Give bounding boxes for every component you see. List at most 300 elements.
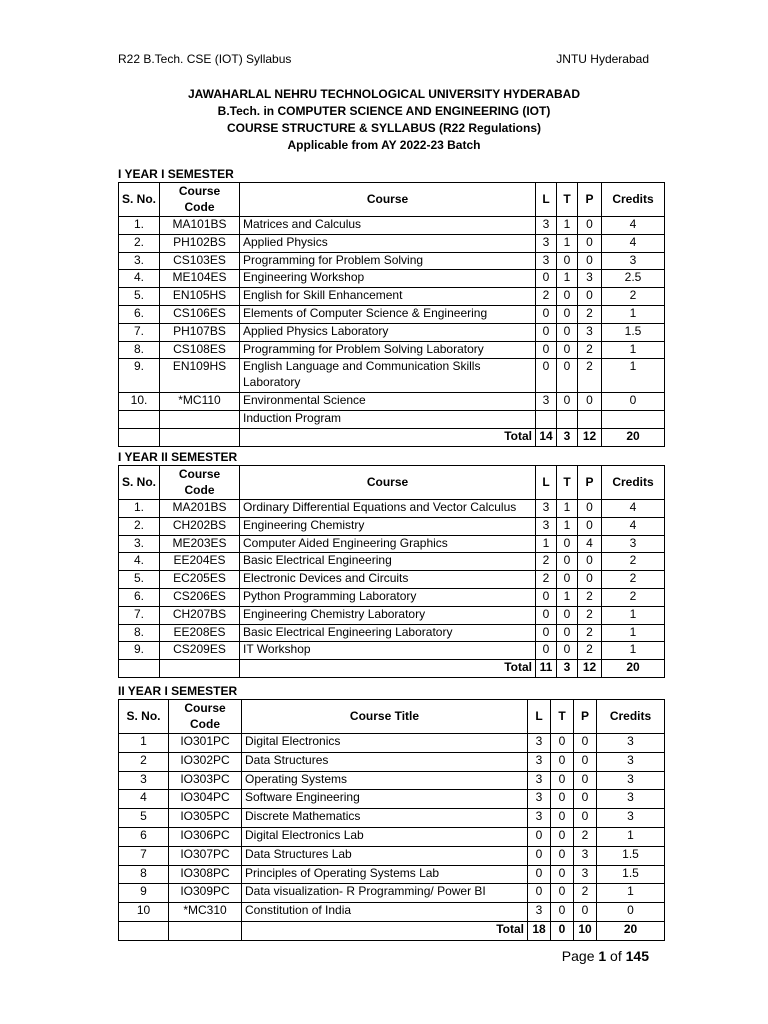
cell-l: 3 xyxy=(536,252,557,270)
cell-course: Applied Physics Laboratory xyxy=(240,323,536,341)
cell-code: IO306PC xyxy=(169,827,242,846)
table-header-row xyxy=(119,466,665,500)
cell-sno: 9. xyxy=(119,359,160,393)
cell-code: IO301PC xyxy=(169,734,242,753)
cell-course: Programming for Problem Solving xyxy=(240,252,536,270)
table-row xyxy=(119,393,665,411)
cell-code: PH107BS xyxy=(160,323,240,341)
column-header-t: T xyxy=(557,466,578,500)
total-row xyxy=(119,660,665,678)
footer-prefix: Page xyxy=(561,948,599,964)
cell-course: Python Programming Laboratory xyxy=(240,588,536,606)
column-header-t: T xyxy=(557,183,578,217)
column-header-credits: Credits xyxy=(602,183,665,217)
cell-code: MA101BS xyxy=(160,217,240,235)
cell-t: 0 xyxy=(551,809,574,828)
cell-sno: 3. xyxy=(119,535,160,553)
cell-t: 0 xyxy=(557,359,578,393)
cell-t: 0 xyxy=(551,734,574,753)
cell-l: 0 xyxy=(536,341,557,359)
column-header-code: Course Code xyxy=(160,183,240,217)
cell-l: 0 xyxy=(536,606,557,624)
table-row xyxy=(119,790,665,809)
table-row xyxy=(119,903,665,922)
cell-t: 0 xyxy=(557,571,578,589)
column-header-l: L xyxy=(528,700,551,734)
cell-sno xyxy=(119,411,160,429)
cell-p: 0 xyxy=(578,553,602,571)
cell-code: CS206ES xyxy=(160,588,240,606)
cell-course: Discrete Mathematics xyxy=(242,809,528,828)
column-header-course: Course xyxy=(240,183,536,217)
cell-t: 0 xyxy=(557,305,578,323)
cell-sno: 1. xyxy=(119,217,160,235)
cell-course: Engineering Chemistry Laboratory xyxy=(240,606,536,624)
cell-course: Software Engineering xyxy=(242,790,528,809)
cell-credits: 4 xyxy=(602,517,665,535)
cell-credits: 1.5 xyxy=(597,846,665,865)
cell-sno: 7. xyxy=(119,606,160,624)
column-header-code: Course Code xyxy=(160,466,240,500)
column-header-credits: Credits xyxy=(597,700,665,734)
total-p: 12 xyxy=(578,660,602,678)
cell-course: English for Skill Enhancement xyxy=(240,288,536,306)
sem3-table xyxy=(118,699,665,941)
cell-sno: 4 xyxy=(119,790,169,809)
cell-l: 0 xyxy=(536,642,557,660)
cell-p: 0 xyxy=(574,790,597,809)
table-row xyxy=(119,217,665,235)
total-row xyxy=(119,921,665,940)
sem1-heading: I YEAR I SEMESTER xyxy=(118,167,234,181)
cell-sno: 10 xyxy=(119,903,169,922)
column-header-course: Course xyxy=(240,466,536,500)
table-row xyxy=(119,752,665,771)
column-header-sno: S. No. xyxy=(119,466,160,500)
cell-p: 2 xyxy=(578,588,602,606)
cell-course: Ordinary Differential Equations and Vector Calculus xyxy=(240,500,536,518)
table-row xyxy=(119,500,665,518)
cell-t: 0 xyxy=(557,606,578,624)
cell-sno: 8. xyxy=(119,341,160,359)
cell-course: Induction Program xyxy=(240,411,536,429)
cell-p xyxy=(578,411,602,429)
column-header-code: Course Code xyxy=(169,700,242,734)
table-row xyxy=(119,809,665,828)
column-header-p: P xyxy=(578,466,602,500)
cell-credits: 3 xyxy=(597,809,665,828)
cell-l: 0 xyxy=(536,323,557,341)
cell-credits: 3 xyxy=(602,252,665,270)
cell-l: 2 xyxy=(536,288,557,306)
cell-empty xyxy=(119,428,160,446)
cell-l: 0 xyxy=(536,270,557,288)
cell-p: 4 xyxy=(578,535,602,553)
table-row xyxy=(119,827,665,846)
cell-code: CH207BS xyxy=(160,606,240,624)
total-label: Total xyxy=(240,660,536,678)
header-right: JNTU Hyderabad xyxy=(556,52,649,66)
title-structure: COURSE STRUCTURE & SYLLABUS (R22 Regulations) xyxy=(226,121,542,135)
cell-sno: 8 xyxy=(119,865,169,884)
cell-p: 0 xyxy=(578,393,602,411)
cell-p: 0 xyxy=(578,288,602,306)
cell-code: IO305PC xyxy=(169,809,242,828)
cell-course: Operating Systems xyxy=(242,771,528,790)
cell-credits: 2 xyxy=(602,571,665,589)
cell-empty xyxy=(119,921,169,940)
cell-sno: 7 xyxy=(119,846,169,865)
cell-sno: 5. xyxy=(119,571,160,589)
cell-p: 2 xyxy=(574,884,597,903)
cell-t: 0 xyxy=(551,865,574,884)
cell-sno: 6. xyxy=(119,588,160,606)
cell-credits: 1.5 xyxy=(602,323,665,341)
cell-course: Programming for Problem Solving Laboratory xyxy=(240,341,536,359)
cell-sno: 6 xyxy=(119,827,169,846)
cell-code: *MC310 xyxy=(169,903,242,922)
column-header-p: P xyxy=(578,183,602,217)
cell-credits: 1 xyxy=(602,624,665,642)
total-credits: 20 xyxy=(602,660,665,678)
table-row xyxy=(119,305,665,323)
cell-p: 0 xyxy=(574,809,597,828)
cell-l: 3 xyxy=(528,790,551,809)
cell-code: EE204ES xyxy=(160,553,240,571)
cell-l: 3 xyxy=(536,217,557,235)
cell-sno: 6. xyxy=(119,305,160,323)
cell-code: EN105HS xyxy=(160,288,240,306)
cell-code: CS106ES xyxy=(160,305,240,323)
total-l: 14 xyxy=(536,428,557,446)
cell-course: Electronic Devices and Circuits xyxy=(240,571,536,589)
cell-p: 3 xyxy=(578,270,602,288)
cell-course: Engineering Workshop xyxy=(240,270,536,288)
cell-course: Data visualization- R Programming/ Power BI xyxy=(242,884,528,903)
cell-credits: 2.5 xyxy=(602,270,665,288)
total-p: 12 xyxy=(578,428,602,446)
total-t: 3 xyxy=(557,660,578,678)
cell-credits: 2 xyxy=(602,288,665,306)
cell-p: 2 xyxy=(578,642,602,660)
cell-p: 0 xyxy=(574,752,597,771)
cell-code: IO309PC xyxy=(169,884,242,903)
table-row xyxy=(119,606,665,624)
cell-t: 1 xyxy=(557,500,578,518)
page-header xyxy=(118,52,649,66)
cell-code: EN109HS xyxy=(160,359,240,393)
cell-p: 0 xyxy=(578,234,602,252)
cell-code: ME104ES xyxy=(160,270,240,288)
cell-l: 1 xyxy=(536,535,557,553)
cell-sno: 1 xyxy=(119,734,169,753)
cell-l: 3 xyxy=(528,734,551,753)
cell-credits: 4 xyxy=(602,217,665,235)
cell-t: 0 xyxy=(557,252,578,270)
cell-credits: 3 xyxy=(597,752,665,771)
cell-course: Principles of Operating Systems Lab xyxy=(242,865,528,884)
cell-sno: 5 xyxy=(119,809,169,828)
cell-code: CS108ES xyxy=(160,341,240,359)
cell-credits: 2 xyxy=(602,588,665,606)
table-row xyxy=(119,642,665,660)
cell-code: IO307PC xyxy=(169,846,242,865)
cell-course: Digital Electronics Lab xyxy=(242,827,528,846)
cell-sno: 2. xyxy=(119,517,160,535)
cell-sno: 3 xyxy=(119,771,169,790)
cell-p: 3 xyxy=(574,846,597,865)
cell-code: CS209ES xyxy=(160,642,240,660)
document-title xyxy=(0,86,768,154)
column-header-l: L xyxy=(536,466,557,500)
cell-l: 3 xyxy=(528,771,551,790)
total-l: 18 xyxy=(528,921,551,940)
cell-t: 0 xyxy=(557,288,578,306)
column-header-l: L xyxy=(536,183,557,217)
table-row xyxy=(119,571,665,589)
cell-l: 3 xyxy=(536,517,557,535)
cell-l: 2 xyxy=(536,553,557,571)
cell-t: 0 xyxy=(557,341,578,359)
cell-p: 0 xyxy=(574,771,597,790)
cell-l: 3 xyxy=(536,500,557,518)
cell-l: 3 xyxy=(536,234,557,252)
cell-p: 0 xyxy=(578,500,602,518)
cell-sno: 9. xyxy=(119,642,160,660)
cell-code: IO302PC xyxy=(169,752,242,771)
cell-course: Computer Aided Engineering Graphics xyxy=(240,535,536,553)
cell-code: MA201BS xyxy=(160,500,240,518)
title-program: B.Tech. in COMPUTER SCIENCE AND ENGINEERING (IOT) xyxy=(217,104,551,118)
sem1-table xyxy=(118,182,665,447)
cell-credits: 1 xyxy=(602,341,665,359)
table-row xyxy=(119,252,665,270)
cell-t: 0 xyxy=(551,752,574,771)
cell-course: Data Structures xyxy=(242,752,528,771)
cell-code: PH102BS xyxy=(160,234,240,252)
cell-course: Data Structures Lab xyxy=(242,846,528,865)
cell-l: 0 xyxy=(536,588,557,606)
table-row xyxy=(119,846,665,865)
total-credits: 20 xyxy=(597,921,665,940)
cell-course: Applied Physics xyxy=(240,234,536,252)
cell-course: Basic Electrical Engineering xyxy=(240,553,536,571)
cell-credits: 1 xyxy=(602,642,665,660)
cell-p: 2 xyxy=(578,305,602,323)
table-row xyxy=(119,270,665,288)
cell-sno: 9 xyxy=(119,884,169,903)
cell-credits: 1 xyxy=(602,606,665,624)
cell-course: Digital Electronics xyxy=(242,734,528,753)
sem2-heading: I YEAR II SEMESTER xyxy=(118,450,238,464)
cell-t: 0 xyxy=(557,624,578,642)
total-label: Total xyxy=(242,921,528,940)
cell-credits: 3 xyxy=(597,734,665,753)
cell-credits: 4 xyxy=(602,500,665,518)
total-label: Total xyxy=(240,428,536,446)
column-header-sno: S. No. xyxy=(119,183,160,217)
cell-l: 0 xyxy=(528,846,551,865)
total-l: 11 xyxy=(536,660,557,678)
table-row xyxy=(119,535,665,553)
cell-p: 3 xyxy=(578,323,602,341)
cell-p: 0 xyxy=(578,517,602,535)
cell-t: 0 xyxy=(551,771,574,790)
cell-credits: 2 xyxy=(602,553,665,571)
column-header-credits: Credits xyxy=(602,466,665,500)
cell-l: 3 xyxy=(528,752,551,771)
cell-p: 0 xyxy=(578,217,602,235)
cell-l: 3 xyxy=(528,809,551,828)
total-t: 0 xyxy=(551,921,574,940)
cell-sno: 5. xyxy=(119,288,160,306)
cell-course: Constitution of India xyxy=(242,903,528,922)
cell-l: 0 xyxy=(528,865,551,884)
cell-p: 2 xyxy=(578,624,602,642)
cell-sno: 2. xyxy=(119,234,160,252)
cell-l: 0 xyxy=(536,359,557,393)
cell-l: 0 xyxy=(528,884,551,903)
table-row xyxy=(119,771,665,790)
cell-course: IT Workshop xyxy=(240,642,536,660)
cell-course: English Language and Communication Skills Laboratory xyxy=(240,359,536,393)
cell-l: 3 xyxy=(528,903,551,922)
table-row xyxy=(119,734,665,753)
cell-p: 0 xyxy=(574,734,597,753)
footer-of: of xyxy=(606,948,626,964)
table-row xyxy=(119,553,665,571)
cell-code: CS103ES xyxy=(160,252,240,270)
cell-credits: 1.5 xyxy=(597,865,665,884)
cell-credits: 1 xyxy=(597,827,665,846)
cell-credits: 1 xyxy=(602,305,665,323)
table-row xyxy=(119,517,665,535)
sem3-heading: II YEAR I SEMESTER xyxy=(118,684,238,698)
cell-p: 0 xyxy=(578,252,602,270)
cell-credits: 3 xyxy=(597,771,665,790)
table-row xyxy=(119,588,665,606)
cell-sno: 3. xyxy=(119,252,160,270)
cell-t: 0 xyxy=(557,393,578,411)
table-row xyxy=(119,411,665,429)
cell-l: 0 xyxy=(536,305,557,323)
title-applicable: Applicable from AY 2022-23 Batch xyxy=(287,138,481,152)
cell-l: 0 xyxy=(528,827,551,846)
table-row xyxy=(119,234,665,252)
cell-course: Basic Electrical Engineering Laboratory xyxy=(240,624,536,642)
cell-course: Elements of Computer Science & Engineering xyxy=(240,305,536,323)
cell-code: IO303PC xyxy=(169,771,242,790)
cell-credits: 3 xyxy=(597,790,665,809)
cell-t: 0 xyxy=(551,884,574,903)
cell-empty xyxy=(119,660,160,678)
cell-p: 2 xyxy=(578,606,602,624)
cell-t: 0 xyxy=(557,642,578,660)
table-row xyxy=(119,288,665,306)
cell-credits: 1 xyxy=(602,359,665,393)
cell-sno: 7. xyxy=(119,323,160,341)
cell-p: 2 xyxy=(574,827,597,846)
table-row xyxy=(119,359,665,393)
table-row xyxy=(119,341,665,359)
cell-sno: 1. xyxy=(119,500,160,518)
cell-t: 0 xyxy=(557,535,578,553)
cell-t: 0 xyxy=(551,790,574,809)
cell-t: 1 xyxy=(557,270,578,288)
cell-code xyxy=(160,411,240,429)
footer-current-page: 1 xyxy=(598,948,607,964)
cell-t: 0 xyxy=(551,827,574,846)
table-row xyxy=(119,865,665,884)
cell-code: CH202BS xyxy=(160,517,240,535)
table-header-row xyxy=(119,700,665,734)
cell-t xyxy=(557,411,578,429)
cell-course: Environmental Science xyxy=(240,393,536,411)
table-row xyxy=(119,624,665,642)
cell-p: 3 xyxy=(574,865,597,884)
cell-code: EC205ES xyxy=(160,571,240,589)
cell-credits: 4 xyxy=(602,234,665,252)
cell-sno: 10. xyxy=(119,393,160,411)
column-header-t: T xyxy=(551,700,574,734)
total-t: 3 xyxy=(557,428,578,446)
table-header-row xyxy=(119,183,665,217)
cell-credits: 0 xyxy=(602,393,665,411)
footer-total-pages: 145 xyxy=(625,948,649,964)
cell-credits: 1 xyxy=(597,884,665,903)
cell-l: 0 xyxy=(536,624,557,642)
column-header-course: Course Title xyxy=(242,700,528,734)
cell-l xyxy=(536,411,557,429)
cell-t: 1 xyxy=(557,234,578,252)
cell-credits xyxy=(602,411,665,429)
cell-p: 0 xyxy=(578,571,602,589)
cell-empty xyxy=(160,428,240,446)
cell-code: IO308PC xyxy=(169,865,242,884)
cell-t: 0 xyxy=(557,323,578,341)
total-p: 10 xyxy=(574,921,597,940)
cell-p: 2 xyxy=(578,341,602,359)
sem2-table xyxy=(118,465,665,678)
cell-sno: 4. xyxy=(119,553,160,571)
cell-l: 2 xyxy=(536,571,557,589)
cell-code: ME203ES xyxy=(160,535,240,553)
title-university: JAWAHARLAL NEHRU TECHNOLOGICAL UNIVERSITY HYDERABAD xyxy=(187,87,581,101)
cell-code: IO304PC xyxy=(169,790,242,809)
cell-course: Matrices and Calculus xyxy=(240,217,536,235)
cell-sno: 2 xyxy=(119,752,169,771)
total-credits: 20 xyxy=(602,428,665,446)
cell-sno: 8. xyxy=(119,624,160,642)
cell-p: 0 xyxy=(574,903,597,922)
table-row xyxy=(119,323,665,341)
column-header-p: P xyxy=(574,700,597,734)
cell-t: 0 xyxy=(551,903,574,922)
header-left: R22 B.Tech. CSE (IOT) Syllabus xyxy=(118,52,292,66)
cell-course: Engineering Chemistry xyxy=(240,517,536,535)
cell-l: 3 xyxy=(536,393,557,411)
cell-credits: 0 xyxy=(597,903,665,922)
cell-t: 1 xyxy=(557,588,578,606)
cell-t: 0 xyxy=(557,553,578,571)
page-footer xyxy=(562,948,649,964)
cell-empty xyxy=(169,921,242,940)
cell-p: 2 xyxy=(578,359,602,393)
cell-code: *MC110 xyxy=(160,393,240,411)
cell-empty xyxy=(160,660,240,678)
cell-t: 1 xyxy=(557,517,578,535)
cell-t: 0 xyxy=(551,846,574,865)
